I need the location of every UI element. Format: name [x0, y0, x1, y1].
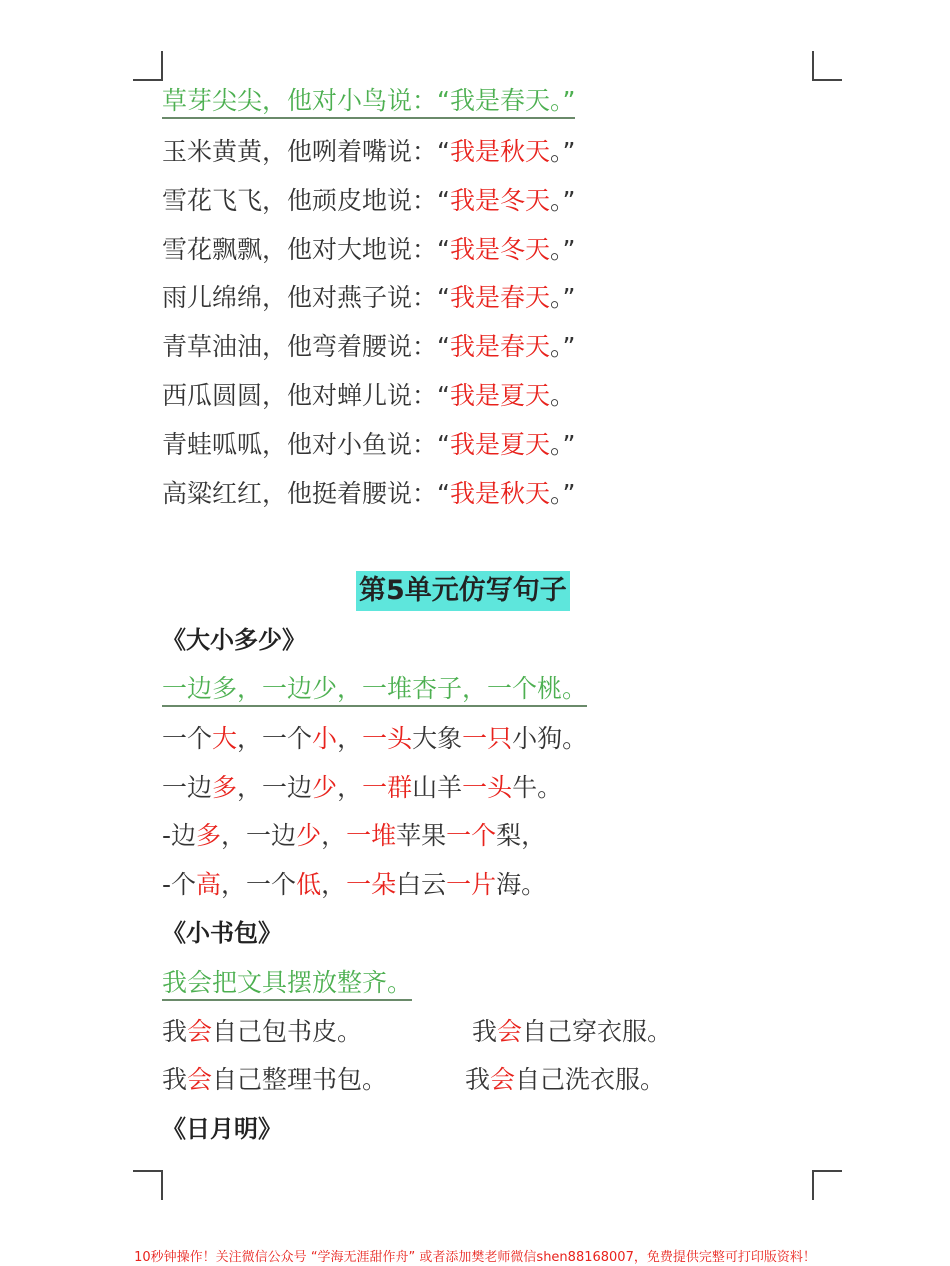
- corner-mark-bottom-right: [812, 1170, 842, 1200]
- sentence-text: 青蛙呱呱，他对小鱼说：“: [162, 429, 450, 459]
- sentence-text: 。”: [549, 234, 576, 264]
- lesson-title-xiaoshubao: 《小书包》: [162, 919, 282, 947]
- sentence-text: 玉米黄黄，他咧着嘴说：“: [162, 137, 450, 166]
- sentence-line: [162, 1015, 362, 1049]
- sentence-line: [162, 233, 575, 267]
- corner-mark-bottom-left: [133, 1170, 163, 1200]
- sentence-text: 雪花飘飘，他对大地说：“: [162, 234, 450, 264]
- sentence-text: 雨儿绵绵，他对燕子说：“: [162, 283, 450, 313]
- sentence-line: [472, 1015, 672, 1049]
- answer-text: 会: [187, 1017, 213, 1046]
- sentence-text: 海。: [496, 869, 547, 899]
- sentence-text: 。”: [549, 332, 576, 362]
- answer-text: 一堆: [346, 821, 397, 850]
- answer-text: 会: [187, 1065, 213, 1094]
- corner-mark-top-right: [812, 51, 842, 81]
- sentence-text: 大象: [412, 724, 463, 753]
- answer-text: 我是冬天: [449, 185, 550, 215]
- sentence-text: ，一个: [221, 869, 297, 899]
- sentence-line: [162, 184, 575, 218]
- answer-text: 多: [212, 772, 238, 802]
- sentence-text: 苹果: [396, 821, 447, 850]
- sentence-line: [162, 868, 546, 902]
- sentence-text: 自己穿衣服。: [522, 1017, 673, 1046]
- model-sentence-text: 我会把文具摆放整齐。: [162, 968, 412, 1001]
- sentence-text: ，一边: [221, 821, 297, 850]
- sentence-text: 牛。: [512, 772, 563, 802]
- sentence-text: 我: [162, 1065, 188, 1094]
- answer-text: 一个: [446, 821, 497, 850]
- sentence-text: ，: [337, 772, 363, 802]
- answer-text: 我是春天: [449, 332, 550, 362]
- sentence-line: [162, 1063, 387, 1097]
- sentence-text: 山羊: [412, 772, 463, 802]
- answer-text: 我是冬天: [449, 234, 550, 264]
- model-sentence-lesson2: [162, 966, 412, 1000]
- answer-text: 大: [212, 724, 238, 753]
- sentence-text: 小狗。: [512, 724, 588, 753]
- answer-text: 我是秋天: [449, 478, 550, 508]
- answer-text: 高: [196, 869, 222, 899]
- sentence-line: [162, 135, 575, 169]
- sentence-line: [162, 428, 575, 462]
- corner-mark-top-left: [133, 51, 163, 81]
- sentence-line: [162, 330, 575, 364]
- sentence-text: 。”: [549, 137, 576, 166]
- answer-text: 一头: [462, 772, 513, 802]
- model-sentence-lesson1: [162, 672, 587, 706]
- sentence-line: [162, 819, 546, 853]
- sentence-text: 梨，: [496, 821, 547, 850]
- answer-text: 低: [296, 869, 322, 899]
- sentence-text: 高粱红红，他挺着腰说：“: [162, 478, 450, 508]
- lesson-title-riyueming: 《日月明》: [162, 1115, 282, 1143]
- sentence-text: 雪花飞飞，他顽皮地说：“: [162, 185, 450, 215]
- sentence-text: 我: [472, 1017, 498, 1046]
- answer-text: 少: [296, 821, 322, 850]
- section-title: 第5单元仿写句子: [356, 571, 570, 611]
- answer-text: 多: [196, 821, 222, 850]
- sentence-text: 。”: [549, 429, 576, 459]
- model-sentence-text: 草芽尖尖，他对小鸟说：“我是春天。”: [162, 86, 575, 119]
- answer-text: 会: [497, 1017, 523, 1046]
- sentence-text: ，一个: [237, 724, 313, 753]
- sentence-text: 。”: [549, 478, 576, 508]
- sentence-text: ，一边: [237, 772, 313, 802]
- sentence-text: 西瓜圆圆，他对蝉儿说：“: [162, 381, 450, 410]
- lesson-title-daxiaoduoshao: 《大小多少》: [162, 626, 306, 654]
- sentence-text: 青草油油，他弯着腰说：“: [162, 332, 450, 362]
- model-sentence-spring: [162, 84, 575, 118]
- answer-text: 一只: [462, 724, 513, 753]
- sentence-text: 。”: [549, 283, 576, 313]
- answer-text: 一头: [362, 724, 413, 753]
- answer-text: 我是春天: [449, 283, 550, 313]
- sentence-text: 自己整理书包。: [212, 1065, 388, 1094]
- answer-text: 我是夏天: [449, 381, 550, 410]
- answer-text: 少: [312, 772, 338, 802]
- sentence-text: 。”: [549, 185, 576, 215]
- sentence-line: [162, 477, 575, 511]
- sentence-text: 。: [549, 381, 575, 410]
- sentence-text: 白云: [396, 869, 447, 899]
- answer-text: 一群: [362, 772, 413, 802]
- promo-footer: 10秒钟操作！关注微信公众号 “学海无涯甜作舟” 或者添加樊老师微信shen88168007，免费提供完整可打印版资料！: [134, 1250, 816, 1265]
- sentence-line: [162, 379, 575, 413]
- sentence-text: ，: [321, 869, 347, 899]
- answer-text: 一朵: [346, 869, 397, 899]
- sentence-text: 我: [465, 1065, 491, 1094]
- sentence-line: [465, 1063, 665, 1097]
- answer-text: 我是秋天: [449, 137, 550, 166]
- sentence-text: 自己洗衣服。: [515, 1065, 666, 1094]
- answer-text: 我是夏天: [449, 429, 550, 459]
- sentence-text: 自己包书皮。: [212, 1017, 363, 1046]
- answer-text: 会: [490, 1065, 516, 1094]
- answer-text: 一片: [446, 869, 497, 899]
- sentence-line: [162, 281, 575, 315]
- sentence-text: 我: [162, 1017, 188, 1046]
- sentence-text: -边: [162, 821, 197, 850]
- sentence-text: 一个: [162, 724, 213, 753]
- sentence-text: ，: [337, 724, 363, 753]
- sentence-line: [162, 771, 562, 805]
- answer-text: 小: [312, 724, 338, 753]
- sentence-text: -个: [162, 869, 197, 899]
- sentence-line: [162, 722, 587, 756]
- sentence-text: 一边: [162, 772, 213, 802]
- sentence-text: ，: [321, 821, 347, 850]
- model-sentence-text: 一边多，一边少，一堆杏子，一个桃。: [162, 674, 587, 707]
